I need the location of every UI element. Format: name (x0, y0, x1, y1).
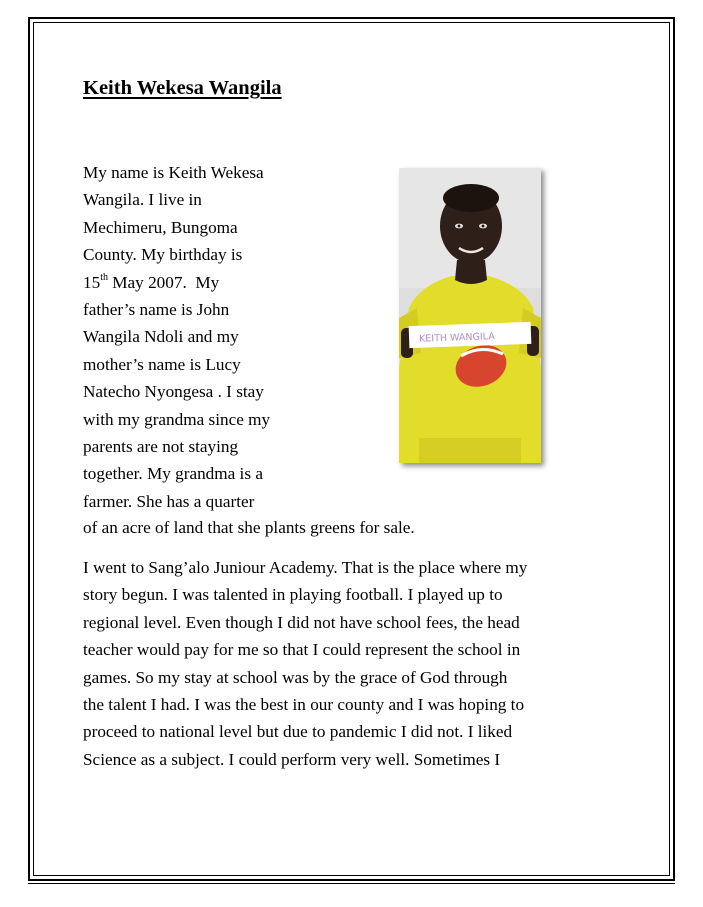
intro-line: with my grandma since my (83, 409, 271, 429)
intro-line: Wangila. I live in (83, 190, 202, 210)
birthday-suffix: th (100, 271, 108, 283)
intro-paragraph (83, 159, 323, 515)
paragraph-line: games. So my stay at school was by the grace of God through (83, 667, 508, 687)
page-border-bottom-rule (28, 883, 675, 884)
birthday-day: 15 (83, 272, 101, 292)
paragraph-line: proceed to national level but due to pandemic I did not. I liked (83, 722, 513, 742)
student-photo (399, 168, 541, 463)
intro-line: Mechimeru, Bungoma (83, 217, 238, 237)
intro-line: Wangila Ndoli and my (83, 327, 239, 347)
school-paragraph (83, 554, 527, 773)
intro-line: parents are not staying (83, 437, 239, 457)
paragraph-line: teacher would pay for me so that I could represent the school in (83, 640, 521, 660)
intro-last-line: of an acre of land that she plants greens for sale. (83, 518, 415, 537)
intro-line: County. My birthday is (83, 245, 243, 265)
paragraph-line: the talent I had. I was the best in our county and I was hoping to (83, 695, 525, 715)
intro-line: mother’s name is Lucy (83, 354, 241, 374)
paragraph-line: regional level. Even though I did not have school fees, the head (83, 612, 520, 632)
intro-line: My name is Keith Wekesa (83, 163, 264, 182)
student-portrait-illustration (399, 168, 541, 463)
birthday-rest: May 2007. My (107, 272, 220, 292)
intro-line: father’s name is John (83, 300, 230, 320)
paragraph-line: I went to Sang’alo Juniour Academy. That is the place where my (83, 558, 528, 577)
document-title: Keith Wekesa Wangila (83, 77, 282, 99)
sign-text: KEITH WANGILA (418, 331, 495, 345)
birthday-line (83, 269, 323, 296)
intro-line: farmer. She has a quarter (83, 491, 255, 511)
intro-line: Natecho Nyongesa . I stay (83, 382, 264, 402)
paragraph-line: Science as a subject. I could perform very well. Sometimes I (83, 749, 501, 769)
paragraph-line: story begun. I was talented in playing football. I played up to (83, 585, 503, 605)
intro-line: together. My grandma is a (83, 464, 263, 484)
